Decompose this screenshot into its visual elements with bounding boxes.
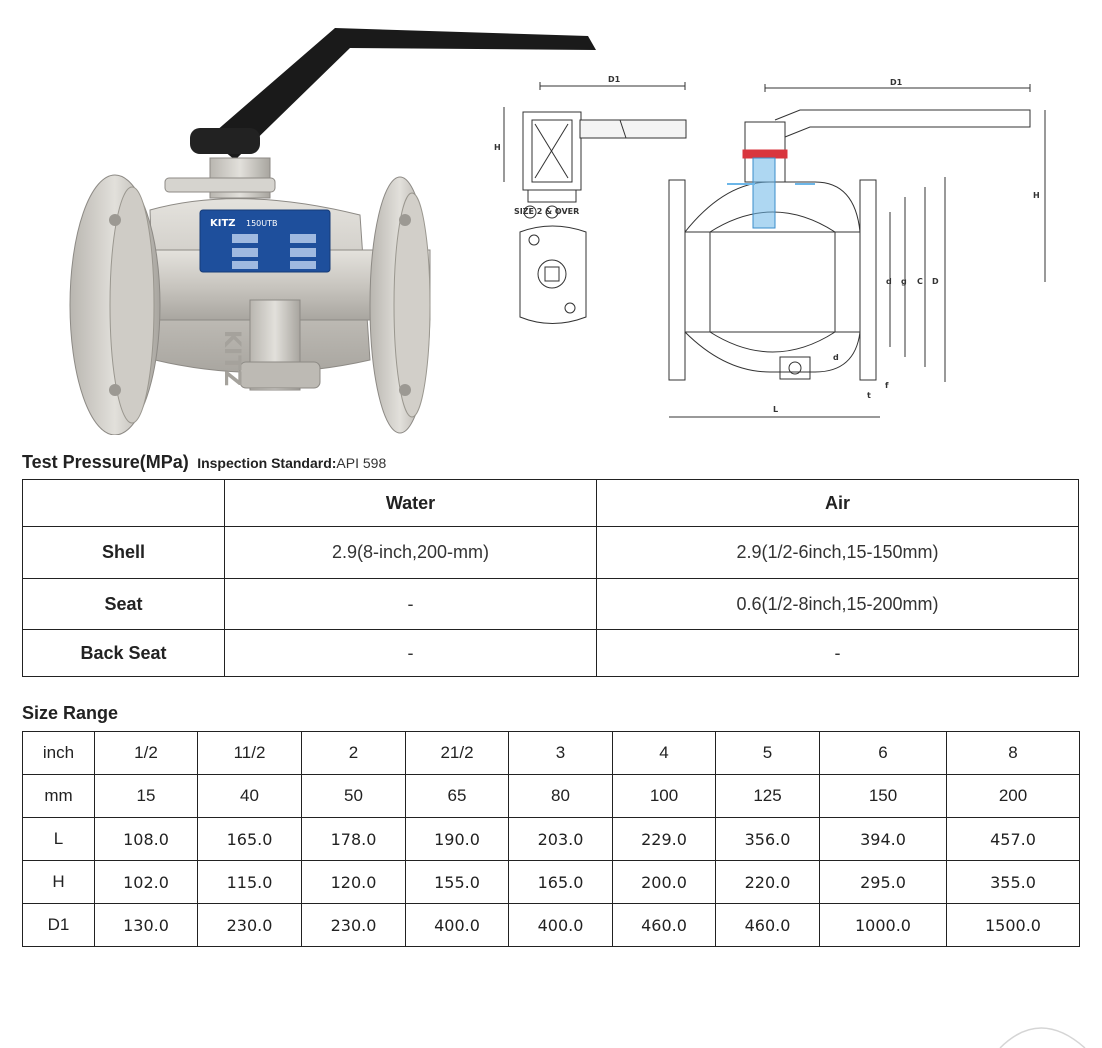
size-cell: 220.0 bbox=[716, 861, 820, 904]
size-row-label: inch bbox=[23, 732, 95, 775]
size-cell: 400.0 bbox=[406, 904, 509, 947]
back-seat-water-value: - bbox=[225, 630, 597, 677]
dim-c-label: C bbox=[917, 277, 923, 286]
size-cell: 400.0 bbox=[509, 904, 613, 947]
size-cell: 130.0 bbox=[95, 904, 198, 947]
dim-h-label-small: H bbox=[494, 143, 501, 152]
size-cell: 178.0 bbox=[302, 818, 406, 861]
badge-model: 150UTB bbox=[246, 219, 278, 228]
size-cell: 190.0 bbox=[406, 818, 509, 861]
size-cell: 295.0 bbox=[820, 861, 947, 904]
size-cell: 200 bbox=[947, 775, 1080, 818]
test-pressure-heading bbox=[22, 452, 386, 473]
size-cell: 125 bbox=[716, 775, 820, 818]
inspection-standard-label: Inspection Standard: bbox=[197, 455, 337, 471]
size-cell: 355.0 bbox=[947, 861, 1080, 904]
dim-d1-label: D1 bbox=[890, 78, 903, 87]
size-cell: 150 bbox=[820, 775, 947, 818]
corner-decoration bbox=[995, 1008, 1095, 1048]
table-row bbox=[23, 579, 1079, 630]
dim-d1-label-small: D1 bbox=[608, 75, 621, 84]
header-water: Water bbox=[225, 480, 597, 527]
header-empty-cell bbox=[23, 480, 225, 527]
table-row bbox=[23, 527, 1079, 579]
table-row bbox=[23, 630, 1079, 677]
dim-l-label: L bbox=[773, 405, 779, 414]
row-label-shell: Shell bbox=[23, 527, 225, 579]
badge-brand: KITZ bbox=[210, 218, 236, 229]
size-cell: 200.0 bbox=[613, 861, 716, 904]
size-cell: 165.0 bbox=[198, 818, 302, 861]
shell-air-value: 2.9(1/2-6inch,15-150mm) bbox=[597, 527, 1079, 579]
size-cell: 165.0 bbox=[509, 861, 613, 904]
seat-water-value: - bbox=[225, 579, 597, 630]
body-marking: KITZ bbox=[219, 330, 244, 387]
shell-water-value: 2.9(8-inch,200-mm) bbox=[225, 527, 597, 579]
size-cell: 80 bbox=[509, 775, 613, 818]
size-cell: 356.0 bbox=[716, 818, 820, 861]
size-cell: 155.0 bbox=[406, 861, 509, 904]
test-pressure-title: Test Pressure(MPa) bbox=[22, 452, 189, 472]
dim-d-label: d bbox=[886, 277, 892, 286]
row-label-seat: Seat bbox=[23, 579, 225, 630]
drawing-section-view bbox=[655, 72, 1055, 427]
size-cell: 230.0 bbox=[302, 904, 406, 947]
size-cell: 229.0 bbox=[613, 818, 716, 861]
inspection-standard-value: API 598 bbox=[336, 455, 387, 471]
size-row-label: D1 bbox=[23, 904, 95, 947]
header-air: Air bbox=[597, 480, 1079, 527]
size-cell: 5 bbox=[716, 732, 820, 775]
size-cell: 460.0 bbox=[613, 904, 716, 947]
size-cell: 230.0 bbox=[198, 904, 302, 947]
size-cell: 394.0 bbox=[820, 818, 947, 861]
dim-D-label: D bbox=[932, 277, 939, 286]
size-cell: 15 bbox=[95, 775, 198, 818]
table-header-row bbox=[23, 480, 1079, 527]
dim-t-label: t bbox=[867, 391, 871, 400]
size-cell: 2 bbox=[302, 732, 406, 775]
size-cell: 1/2 bbox=[95, 732, 198, 775]
size-cell: 6 bbox=[820, 732, 947, 775]
size-row-label: mm bbox=[23, 775, 95, 818]
size-range-table bbox=[22, 731, 1080, 947]
table-row bbox=[23, 732, 1080, 775]
size-cell: 50 bbox=[302, 775, 406, 818]
size-cell: 203.0 bbox=[509, 818, 613, 861]
dim-f-label: f bbox=[885, 381, 889, 390]
table-row bbox=[23, 904, 1080, 947]
size-cell: 115.0 bbox=[198, 861, 302, 904]
test-pressure-table bbox=[22, 479, 1079, 677]
size-row-label: L bbox=[23, 818, 95, 861]
size-cell: 100 bbox=[613, 775, 716, 818]
dim-h-label: H bbox=[1033, 191, 1040, 200]
table-row bbox=[23, 861, 1080, 904]
size-cell: 1500.0 bbox=[947, 904, 1080, 947]
size-cell: 40 bbox=[198, 775, 302, 818]
size-cell: 11/2 bbox=[198, 732, 302, 775]
table-row bbox=[23, 818, 1080, 861]
row-label-back-seat: Back Seat bbox=[23, 630, 225, 677]
size-range-title: Size Range bbox=[22, 703, 119, 723]
size-cell: 102.0 bbox=[95, 861, 198, 904]
size-cell: 108.0 bbox=[95, 818, 198, 861]
back-seat-air-value: - bbox=[597, 630, 1079, 677]
seat-air-value: 0.6(1/2-8inch,15-200mm) bbox=[597, 579, 1079, 630]
size-cell: 460.0 bbox=[716, 904, 820, 947]
size-cell: 120.0 bbox=[302, 861, 406, 904]
size-cell: 3 bbox=[509, 732, 613, 775]
size-cell: 1000.0 bbox=[820, 904, 947, 947]
size-cell: 457.0 bbox=[947, 818, 1080, 861]
size-cell: 21/2 bbox=[406, 732, 509, 775]
size-cell: 65 bbox=[406, 775, 509, 818]
dim-d-small-label: d bbox=[833, 353, 839, 362]
size-cell: 8 bbox=[947, 732, 1080, 775]
table-row bbox=[23, 775, 1080, 818]
size-caption: SIZE 2 & OVER bbox=[514, 207, 580, 216]
size-cell: 4 bbox=[613, 732, 716, 775]
size-row-label: H bbox=[23, 861, 95, 904]
dim-g-label: g bbox=[901, 277, 907, 286]
